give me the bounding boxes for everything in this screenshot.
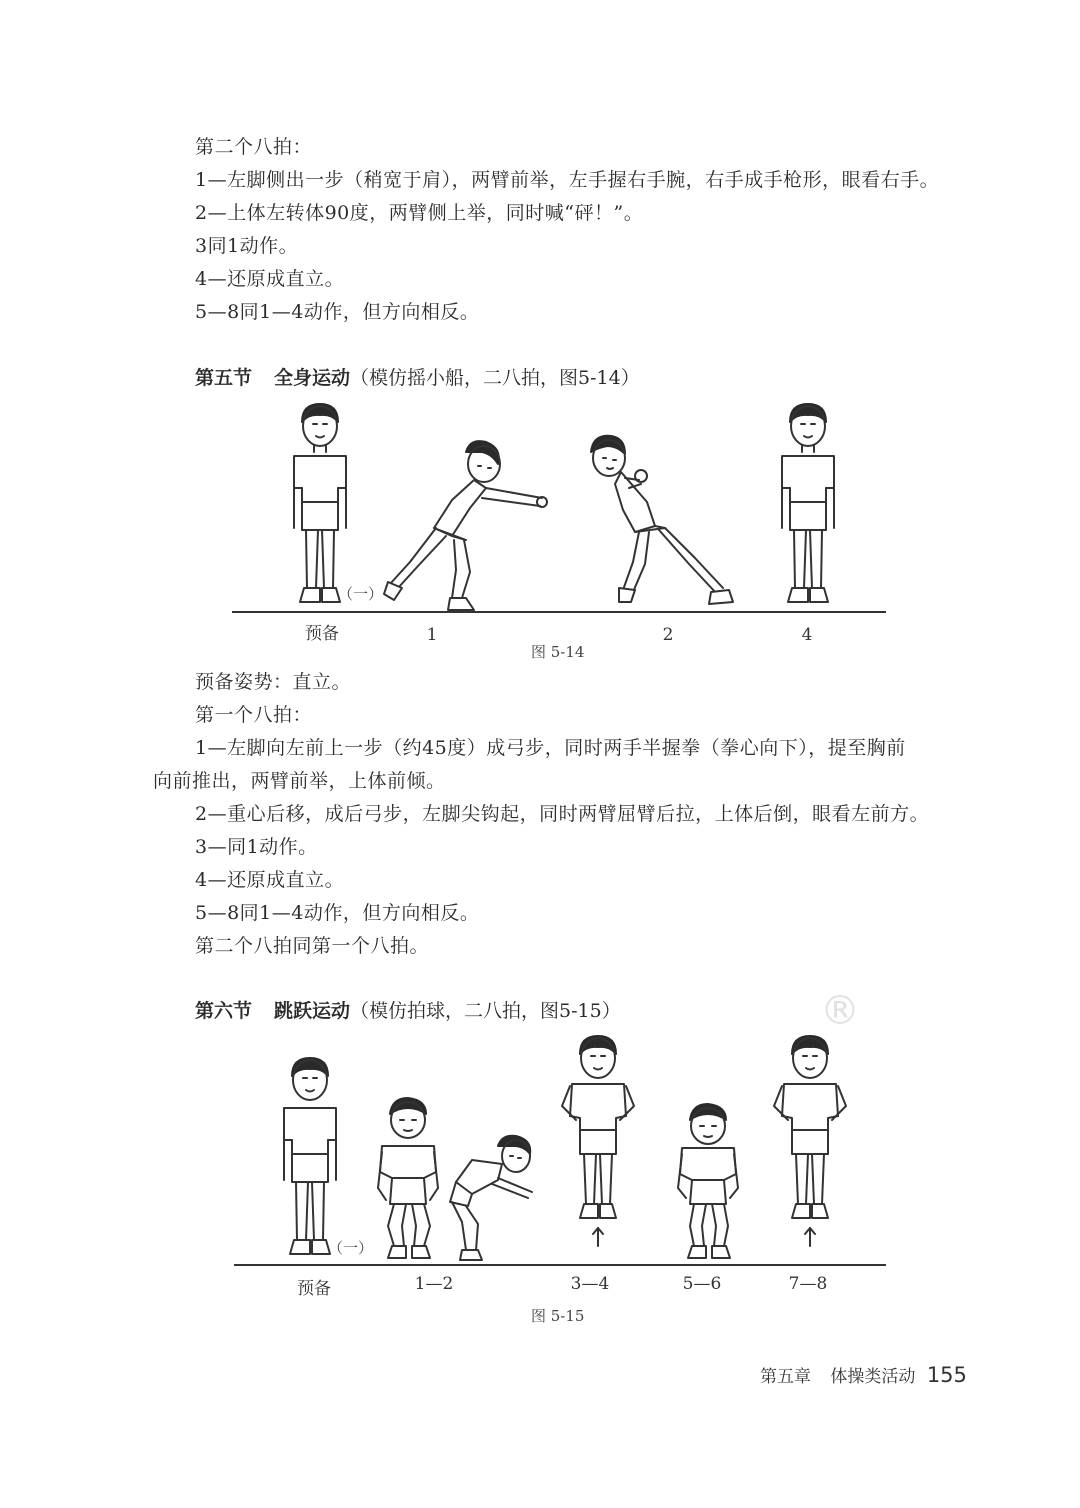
figure-label: 预备 [297, 1279, 331, 1299]
figure-caption: 图 5-15 [531, 1307, 585, 1325]
paragraph-line: 预备姿势：直立。 [195, 671, 352, 693]
section-number: 第五节 [195, 367, 253, 389]
ground-line [234, 1264, 886, 1266]
paragraph-line: 4—还原成直立。 [195, 869, 345, 891]
section-title: 跳跃运动 [274, 1000, 351, 1022]
page-number: 155 [926, 1363, 967, 1387]
section-heading [195, 364, 640, 392]
watermark-logo: ® [820, 988, 860, 1034]
figure-jump-illustration [770, 1034, 850, 1266]
paragraph-line: 5—8同1—4动作，但方向相反。 [195, 902, 480, 924]
figure-label: 2 [662, 625, 674, 645]
figure-standing-illustration [270, 1056, 350, 1266]
section-note: （模仿拍球，二八拍，图5-15） [350, 1000, 621, 1022]
paragraph-line: 3—同1动作。 [195, 836, 318, 858]
figure-label: 1—2 [414, 1274, 454, 1294]
section-note: （模仿摇小船，二八拍，图5-14） [350, 367, 640, 389]
figure-label: 7—8 [788, 1274, 828, 1294]
paragraph-line: 第二个八拍同第一个八拍。 [195, 935, 430, 957]
paragraph-line: 2—上体左转体90度，两臂侧上举，同时喊“砰！”。 [195, 202, 644, 224]
figure-label: 5—6 [682, 1274, 722, 1294]
section-title: 全身运动 [274, 367, 351, 389]
paragraph-line: 3同1动作。 [195, 235, 299, 257]
chapter-title: 体操类活动 [830, 1367, 916, 1387]
paragraph-line: 1—左脚向左前上一步（约45度）成弓步，同时两手半握拳（拳心向下），提至胸前 [195, 737, 906, 759]
ground-line [232, 611, 886, 613]
page-footer [760, 1362, 967, 1387]
figure-group-label: （一） [328, 1239, 374, 1257]
figure-label: 3—4 [570, 1274, 610, 1294]
section-heading [195, 997, 621, 1025]
figure-label: 1 [426, 625, 438, 645]
figure-bounce-ball-illustration [442, 1134, 538, 1266]
figure-label: 预备 [305, 624, 339, 644]
figure-caption: 图 5-14 [531, 643, 585, 661]
figure-label: 4 [801, 625, 813, 645]
paragraph-line: 向前推出，两臂前举，上体前倾。 [153, 770, 446, 792]
figure-crouch-illustration [674, 1102, 744, 1266]
paragraph-line: 2—重心后移，成后弓步，左脚尖钩起，同时两臂屈臂后拉，上体后倒，眼看左前方。 [195, 803, 930, 825]
figure-crouch-illustration [374, 1096, 444, 1266]
figure-group-label: （一） [338, 585, 384, 603]
chapter-label: 第五章 [760, 1367, 811, 1387]
paragraph-line: 第二个八拍： [195, 136, 313, 158]
section-number: 第六节 [195, 1000, 253, 1022]
figure-lunge-forward-illustration [382, 436, 552, 614]
paragraph-line: 1—左脚侧出一步（稍宽于肩），两臂前举，左手握右手腕，右手成手枪形，眼看右手。 [195, 169, 940, 191]
figure-jump-illustration [558, 1034, 638, 1266]
paragraph-line: 4—还原成直立。 [195, 268, 345, 290]
paragraph-line: 5—8同1—4动作，但方向相反。 [195, 301, 480, 323]
paragraph-line: 第一个八拍： [195, 704, 313, 726]
figure-lean-back-illustration [585, 432, 735, 614]
figure-standing-illustration [768, 402, 848, 614]
